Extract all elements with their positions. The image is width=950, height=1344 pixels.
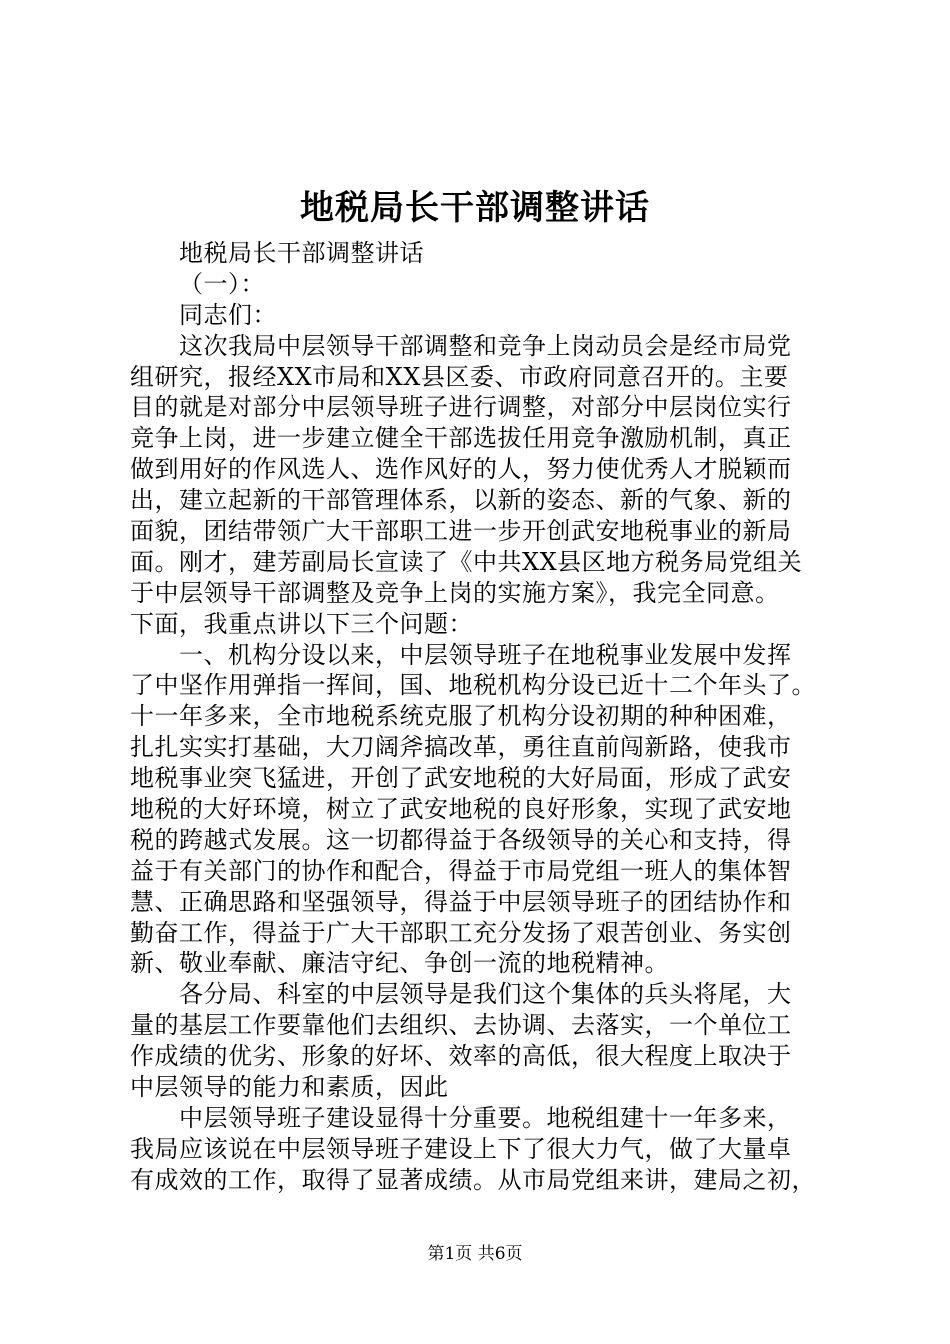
text-line: 组研究，报经XX市局和XX县区委、市政府同意召开的。主要 (130, 362, 789, 391)
document-body (130, 238, 850, 1196)
text-line: 中层领导班子建设显得十分重要。地税组建十一年多来， (179, 1103, 792, 1132)
text-line: 新、敬业奉献、廉洁守纪、争创一流的地税精神。 (130, 949, 669, 978)
text-line: 地税局长干部调整讲话 (179, 239, 424, 267)
text-line: 量的基层工作要靠他们去组织、去协调、去落实，一个单位工 (130, 1011, 792, 1040)
text-line: 这次我局中层领导干部调整和竞争上岗动员会是经市局党 (179, 331, 792, 360)
text-line: 慧、正确思路和坚强领导，得益于中层领导班子的团结协作和 (130, 887, 792, 916)
text-line: 税的跨越式发展。这一切都得益于各级领导的关心和支持，得 (130, 825, 792, 854)
text-line: 勤奋工作，得益于广大干部职工充分发扬了艰苦创业、务实创 (130, 918, 792, 947)
text-line: 中层领导的能力和素质，因此 (130, 1073, 449, 1102)
text-line: 扎扎实实打基础，大刀阔斧搞改革，勇往直前闯新路，使我市 (130, 733, 792, 762)
text-line: 一、机构分设以来，中层领导班子在地税事业发展中发挥 (179, 640, 792, 669)
text-line: 地税事业突飞猛进，开创了武安地税的大好局面，形成了武安 (130, 764, 792, 793)
text-line: 各分局、科室的中层领导是我们这个集体的兵头将尾，大 (179, 980, 792, 1009)
text-line: 于中层领导干部调整及竞争上岗的实施方案》，我完全同意。 (130, 578, 780, 607)
text-line: 益于有关部门的协作和配合，得益于市局党组一班人的集体智 (130, 856, 792, 885)
page-title: 地税局长干部调整讲话 (300, 188, 650, 228)
text-line: 同志们： (179, 300, 277, 329)
text-line: 面貌，团结带领广大干部职工进一步开创武安地税事业的新局 (130, 517, 792, 546)
page-footer: 第1页 共6页 (427, 1244, 523, 1264)
text-line: 出，建立起新的干部管理体系，以新的姿态、新的气象、新的 (130, 486, 792, 515)
text-line: （一）： (179, 269, 265, 298)
text-line: 作成绩的优劣、形象的好坏、效率的高低，很大程度上取决于 (130, 1042, 792, 1071)
text-line: 地税的大好环境，树立了武安地税的良好形象，实现了武安地 (130, 795, 792, 824)
text-line: 了中坚作用弹指一挥间，国、地税机构分设已近十二个年头了。 (130, 671, 816, 700)
text-line: 我局应该说在中层领导班子建设上下了很大力气，做了大量卓 (130, 1134, 792, 1163)
text-line: 做到用好的作风选人、选作风好的人，努力使优秀人才脱颖而 (130, 455, 792, 484)
text-line: 十一年多来，全市地税系统克服了机构分设初期的种种困难， (130, 702, 792, 731)
text-line: 下面，我重点讲以下三个问题： (130, 609, 473, 638)
text-line: 有成效的工作，取得了显著成绩。从市局党组来讲，建局之初， (130, 1165, 816, 1194)
text-line: 竞争上岗，进一步建立健全干部选拔任用竞争激励机制，真正 (130, 424, 792, 453)
text-line: 目的就是对部分中层领导班子进行调整，对部分中层岗位实行 (130, 393, 792, 422)
text-line: 面。刚才，建芳副局长宣读了《中共XX县区地方税务局党组关 (130, 547, 803, 576)
